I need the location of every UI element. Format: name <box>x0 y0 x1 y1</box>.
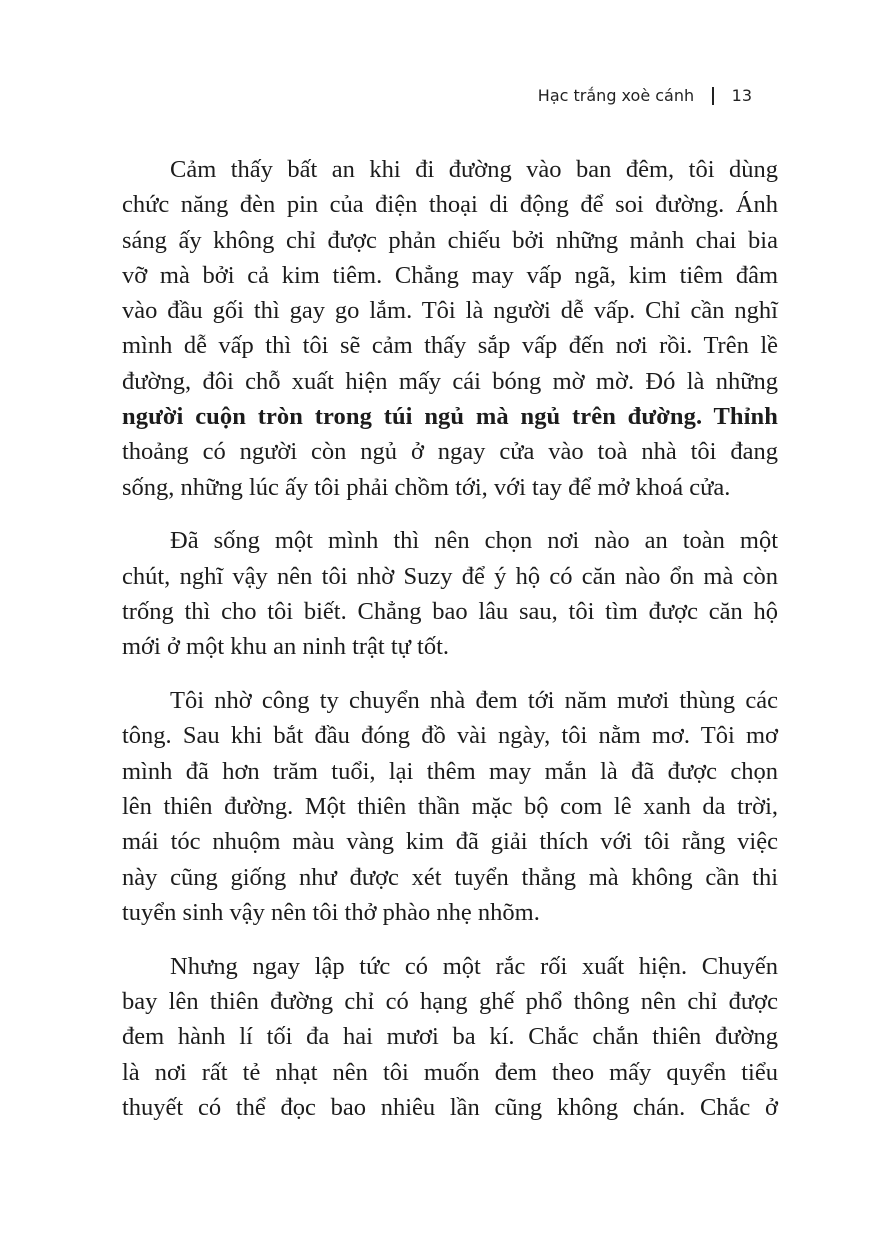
page-number: 13 <box>731 86 752 105</box>
text-line: trống thì cho tôi biết. Chẳng bao lâu sau, tôi tìm được căn hộ <box>122 598 778 626</box>
text-line: sống, những lúc ấy tôi phải chồm tới, với tay để mở khoá cửa. <box>122 473 731 501</box>
text-line: Nhưng ngay lập tức có một rắc rối xuất hiện. Chuyến <box>170 952 778 980</box>
text-line: đem hành lí tối đa hai mươi ba kí. Chắc chắn thiên đường <box>122 1023 778 1051</box>
text-line: mới ở một khu an ninh trật tự tốt. <box>122 633 450 661</box>
running-title: Hạc trắng xoè cánh <box>537 86 695 105</box>
text-line: mái tóc nhuộm màu vàng kim đã giải thích với tôi rằng việc <box>122 828 778 856</box>
text-line: chút, nghĩ vậy nên tôi nhờ Suzy để ý hộ có căn nào ổn mà còn <box>122 562 778 590</box>
text-line: lên thiên đường. Một thiên thần mặc bộ com lê xanh da trời, <box>122 793 778 821</box>
page-body <box>122 152 778 1144</box>
paragraph <box>122 683 778 930</box>
paragraph <box>122 152 778 505</box>
text-line: tuyển sinh vậy nên tôi thở phào nhẹ nhõm. <box>122 898 540 926</box>
text-line: mình dễ vấp thì tôi sẽ cảm thấy sắp vấp đến nơi rồi. Trên lề <box>122 332 778 360</box>
text-line: vào đầu gối thì gay go lắm. Tôi là người dễ vấp. Chỉ cần nghĩ <box>122 297 778 325</box>
text-line: Đã sống một mình thì nên chọn nơi nào an toàn một <box>170 527 778 555</box>
text-line: người cuộn tròn trong túi ngủ mà ngủ trên đường. Thỉnh <box>122 403 778 431</box>
text-line: mình đã hơn trăm tuổi, lại thêm may mắn là đã được chọn <box>122 757 778 785</box>
text-line: thoảng có người còn ngủ ở ngay cửa vào toà nhà tôi đang <box>122 438 778 466</box>
text-line: thuyết có thể đọc bao nhiêu lần cũng không chán. Chắc ở <box>122 1093 778 1121</box>
paragraph <box>122 523 778 664</box>
running-header <box>538 86 752 105</box>
text-line: vỡ mà bởi cả kim tiêm. Chẳng may vấp ngã, kim tiêm đâm <box>122 261 778 289</box>
text-line: này cũng giống như được xét tuyển thẳng mà không cần thi <box>122 863 778 891</box>
text-line: sáng ấy không chỉ được phản chiếu bởi những mảnh chai bia <box>122 226 778 254</box>
text-line: bay lên thiên đường chỉ có hạng ghế phổ thông nên chỉ được <box>122 988 778 1016</box>
text-line: tông. Sau khi bắt đầu đóng đồ vài ngày, tôi nằm mơ. Tôi mơ <box>122 722 778 750</box>
text-line: Tôi nhờ công ty chuyển nhà đem tới năm mươi thùng các <box>170 687 778 715</box>
text-line: Cảm thấy bất an khi đi đường vào ban đêm, tôi dùng <box>170 156 778 183</box>
text-line: chức năng đèn pin của điện thoại di động để soi đường. Ánh <box>122 191 778 219</box>
header-divider <box>712 87 714 105</box>
paragraph <box>122 949 778 1125</box>
text-line: là nơi rất tẻ nhạt nên tôi muốn đem theo mấy quyển tiểu <box>122 1058 778 1086</box>
text-line: đường, đôi chỗ xuất hiện mấy cái bóng mờ mờ. Đó là những <box>122 367 778 395</box>
